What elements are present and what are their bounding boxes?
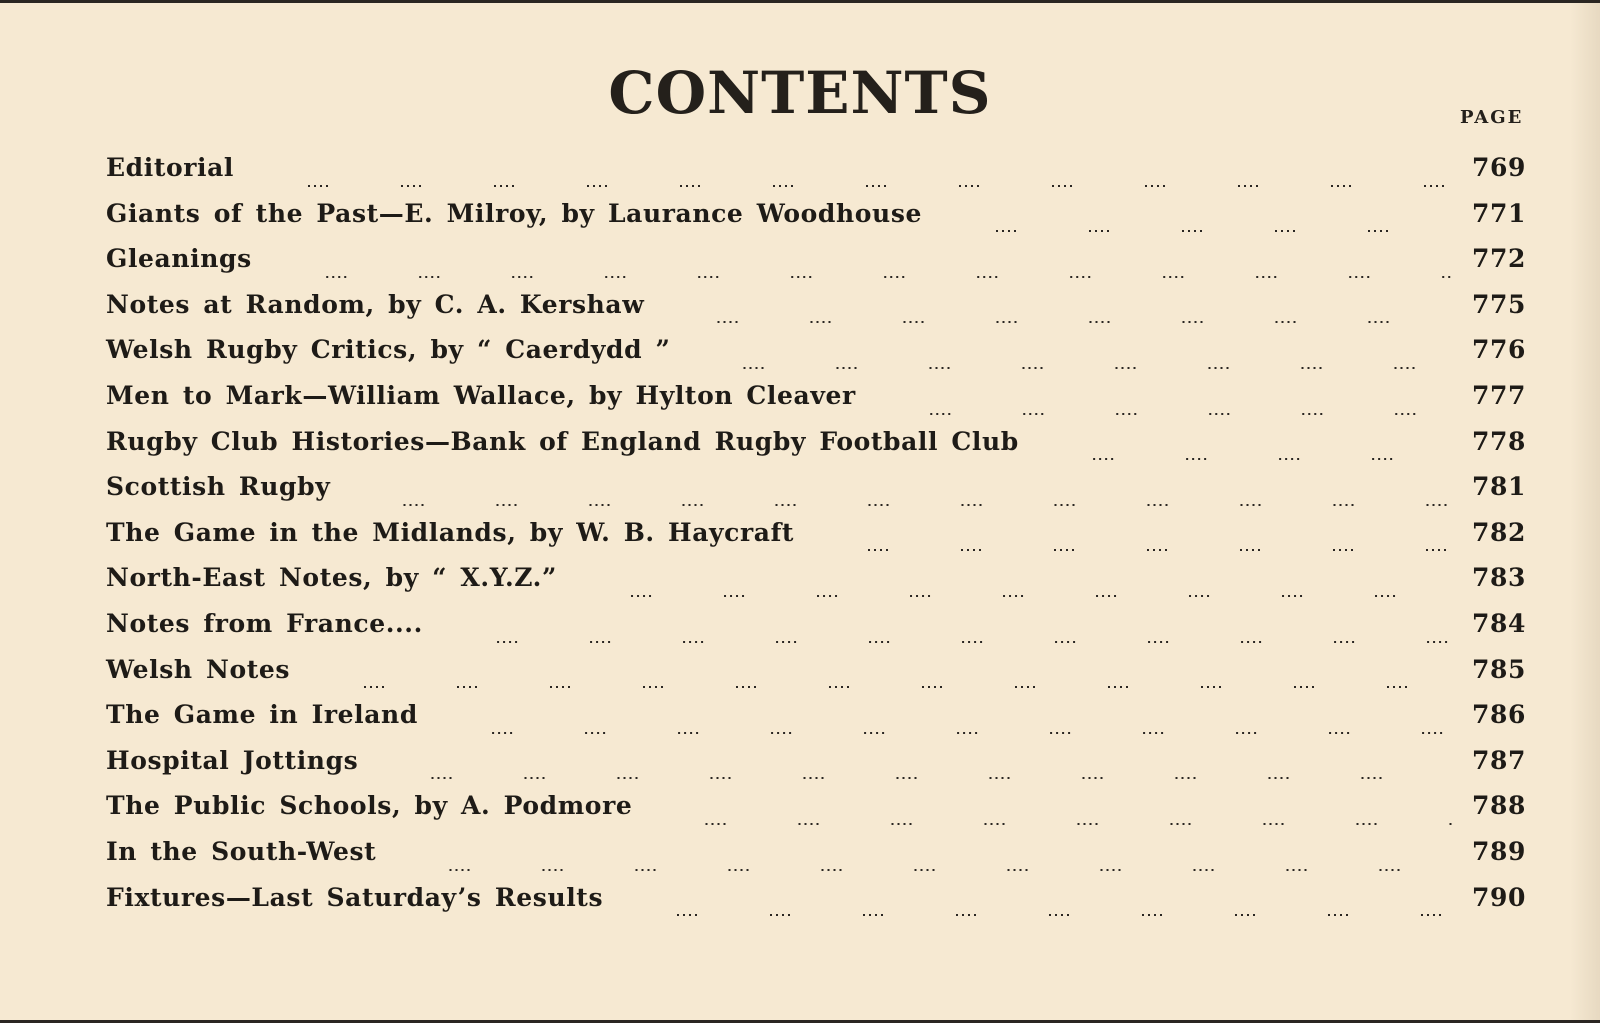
- entry-page-number: 778: [1472, 426, 1526, 456]
- entry-page-number: 787: [1472, 745, 1526, 775]
- contents-entry[interactable]: [106, 700, 1526, 746]
- entry-title: Welsh Notes: [106, 654, 291, 684]
- entry-title: Gleanings: [106, 244, 252, 274]
- contents-entry[interactable]: [106, 199, 1526, 245]
- contents-list: [106, 153, 1526, 928]
- entry-title: Notes at Random, by C. A. Kershaw: [106, 289, 645, 319]
- dot-leader: [571, 595, 1452, 597]
- entry-page-number: 788: [1472, 791, 1526, 821]
- entry-page-number: 771: [1472, 198, 1526, 228]
- dot-leader: [617, 914, 1452, 916]
- entry-title: Fixtures—Last Saturday’s Results: [106, 882, 604, 912]
- entry-title: In the South-West: [106, 836, 377, 866]
- dot-leader: [344, 504, 1452, 506]
- entry-title: The Game in the Midlands, by W. B. Haycraft: [106, 517, 795, 547]
- dot-leader: [390, 869, 1452, 871]
- entry-page-number: 786: [1472, 700, 1526, 730]
- page-column-label: PAGE: [1460, 107, 1524, 128]
- entry-title: Giants of the Past—E. Milroy, by Laurance Woodhouse: [106, 198, 922, 228]
- dot-leader: [304, 686, 1452, 688]
- contents-entry[interactable]: [106, 153, 1526, 199]
- entry-page-number: 784: [1472, 608, 1526, 638]
- dot-leader: [432, 732, 1452, 734]
- entry-page-number: 776: [1472, 335, 1526, 365]
- dot-leader: [646, 823, 1452, 825]
- entry-page-number: 772: [1472, 244, 1526, 274]
- page-edge-shadow: [1570, 3, 1600, 1020]
- entry-page-number: 789: [1472, 836, 1526, 866]
- entry-page-number: 775: [1472, 289, 1526, 319]
- entry-title: Hospital Jottings: [106, 745, 359, 775]
- contents-entry[interactable]: [106, 746, 1526, 792]
- dot-leader: [1033, 458, 1452, 460]
- contents-entry[interactable]: [106, 381, 1526, 427]
- entry-title: The Game in Ireland: [106, 700, 418, 730]
- entry-page-number: 769: [1472, 153, 1526, 182]
- contents-entry[interactable]: [106, 244, 1526, 290]
- entry-page-number: 783: [1472, 563, 1526, 593]
- entry-page-number: 785: [1472, 654, 1526, 684]
- contents-entry[interactable]: [106, 609, 1526, 655]
- entry-title: North-East Notes, by “ X.Y.Z.”: [106, 563, 557, 593]
- entry-title: Editorial: [106, 153, 235, 182]
- contents-entry[interactable]: [106, 837, 1526, 883]
- entry-title: Scottish Rugby: [106, 472, 331, 502]
- contents-entry[interactable]: [106, 791, 1526, 837]
- dot-leader: [372, 777, 1452, 779]
- contents-entry[interactable]: [106, 290, 1526, 336]
- contents-entry[interactable]: [106, 518, 1526, 564]
- entry-title: Welsh Rugby Critics, by “ Caerdydd ”: [106, 335, 671, 365]
- contents-entry[interactable]: [106, 427, 1526, 473]
- dot-leader: [248, 185, 1452, 187]
- entry-title: Notes from France....: [106, 608, 423, 638]
- dot-leader: [658, 321, 1452, 323]
- entry-page-number: 790: [1472, 882, 1526, 912]
- dot-leader: [808, 549, 1452, 551]
- entry-title: Rugby Club Histories—Bank of England Rugby Football Club: [106, 426, 1019, 456]
- dot-leader: [936, 230, 1452, 232]
- contents-entry[interactable]: [106, 655, 1526, 701]
- entry-title: Men to Mark—William Wallace, by Hylton Cleaver: [106, 380, 856, 410]
- entry-page-number: 782: [1472, 517, 1526, 547]
- contents-entry[interactable]: [106, 883, 1526, 929]
- entry-title: The Public Schools, by A. Podmore: [106, 791, 633, 821]
- contents-entry[interactable]: [106, 335, 1526, 381]
- contents-entry[interactable]: [106, 472, 1526, 518]
- contents-entry[interactable]: [106, 563, 1526, 609]
- dot-leader: [437, 641, 1452, 643]
- entry-page-number: 777: [1472, 380, 1526, 410]
- dot-leader: [684, 367, 1452, 369]
- page-title: CONTENTS: [608, 59, 992, 127]
- dot-leader: [266, 276, 1452, 278]
- entry-page-number: 781: [1472, 472, 1526, 502]
- dot-leader: [870, 413, 1452, 415]
